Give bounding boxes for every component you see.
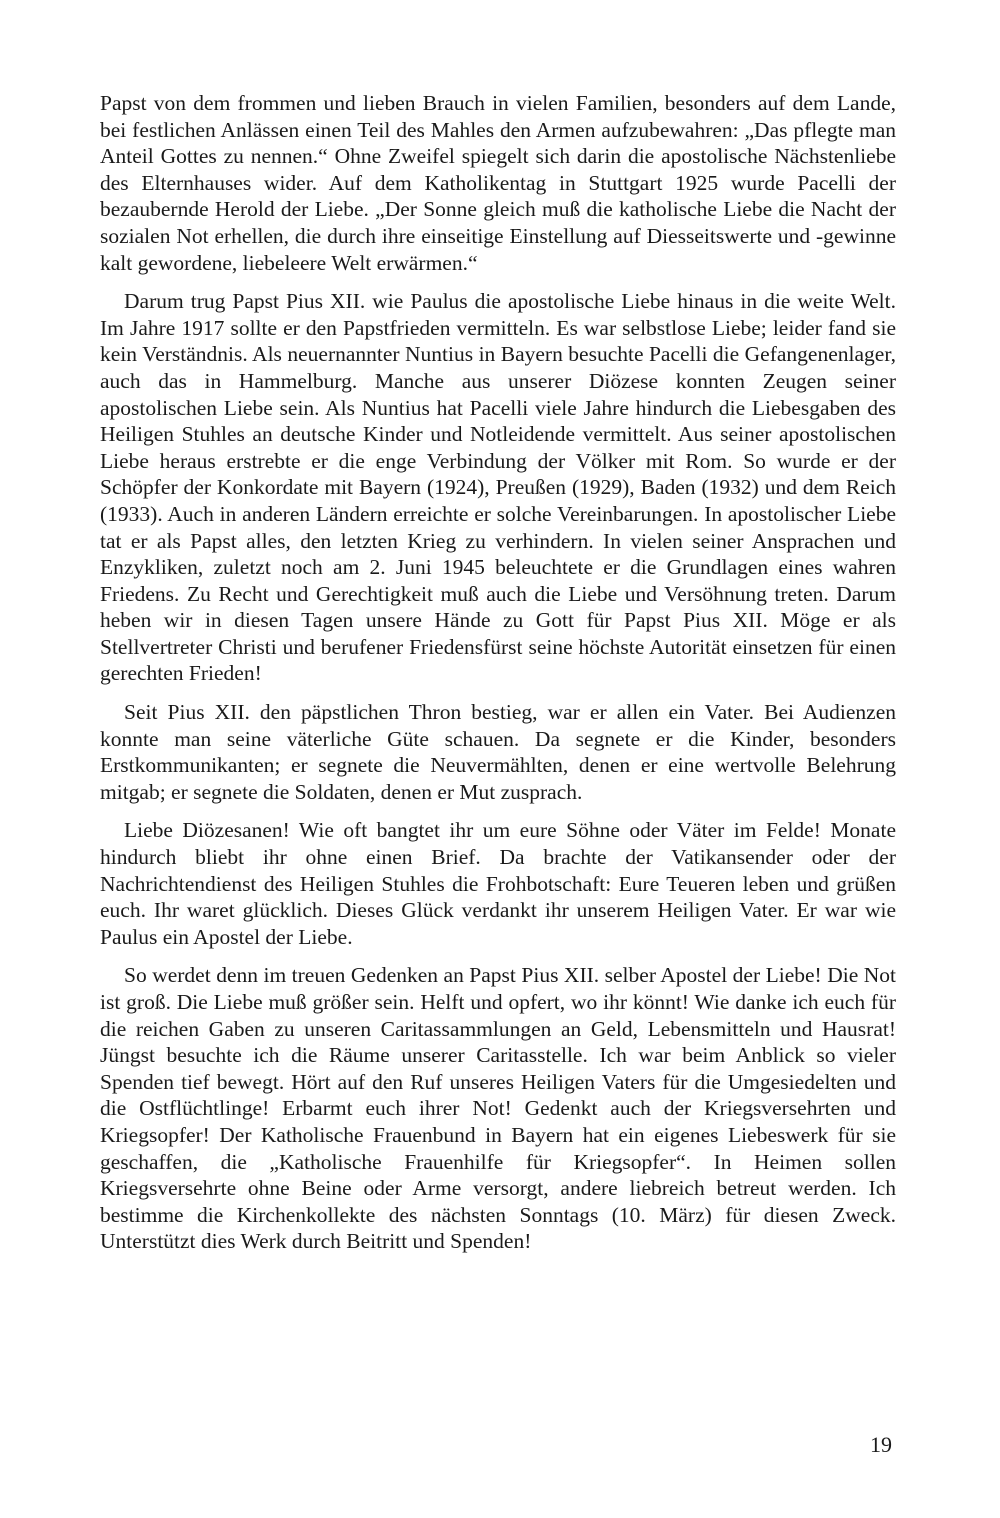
paragraph-3: Seit Pius XII. den päpstlichen Thron bestieg, war er allen ein Vater. Bei Audienzen konnte man seine väterliche Güte schauen. Da segnete er die Kinder, besonders Erstkommunikanten; er segnete die Neuvermählten, denen er eine wertvolle Belehrung mitgab; er segnete die Soldaten, denen er Mut zusprach. (100, 700, 896, 804)
paragraph-2: Darum trug Papst Pius XII. wie Paulus die apostolische Liebe hinaus in die weite Welt. Im Jahre 1917 sollte er den Papstfrieden vermitteln. Es war selbstlose Liebe; leider fand sie kein Verständnis. Als neuernannter Nuntius in Bayern besuchte Pacelli die Gefangenenlager, auch das in Hammelburg. Manche aus unserer Diözese konnten Zeugen seiner apostolischen Liebe sein. Als Nuntius hat Pacelli viele Jahre hindurch die Liebesgaben des Heiligen Stuhles an deutsche Kinder und Notleidende vermittelt. Aus seiner apostolischen Liebe heraus erstrebte er die enge Verbindung der Völker mit Rom. So wurde er der Schöpfer der Konkordate mit Bayern (1924), Preußen (1929), Baden (1932) und dem Reich (1933). Auch in anderen Ländern erreichte er solche Vereinbarungen. In apostolischer Liebe tat er als Papst alles, den letzten Krieg zu verhindern. In vielen seiner Ansprachen und Enzykliken, zuletzt noch am 2. Juni 1945 beleuchtete er die Grundlagen eines wahren Friedens. Zu Recht und Gerechtigkeit muß auch die Liebe und Versöhnung treten. Darum heben wir in diesen Tagen unsere Hände zu Gott für Papst Pius XII. Möge er als Stellvertreter Christi und berufener Friedensfürst seine höchste Autorität einsetzen für einen gerechten Frieden! (100, 289, 896, 686)
paragraph-1: Papst von dem frommen und lieben Brauch in vielen Familien, besonders auf dem Lande, bei festlichen Anlässen einen Teil des Mahles den Armen aufzubewahren: „Das pflegte man Anteil Gottes zu nennen.“ Ohne Zweifel spiegelt sich darin die apostolische Nächstenliebe des Elternhauses wider. Auf dem Katholikentag in Stuttgart 1925 wurde Pacelli der bezaubernde Herold der Liebe. „Der Sonne gleich muß die katholische Liebe die Nacht der sozialen Not erhellen, die durch ihre einseitige Einstellung auf Diesseitswerte und -gewinne kalt gewordene, liebeleere Welt erwärmen.“ (100, 91, 896, 275)
paragraph-5: So werdet denn im treuen Gedenken an Papst Pius XII. selber Apostel der Liebe! Die Not ist groß. Die Liebe muß größer sein. Helft und opfert, wo ihr könnt! Wie danke ich euch für die reichen Gaben zu unseren Caritassammlungen an Geld, Lebensmitteln und Hausrat! Jüngst besuchte ich die Räume unserer Caritasstelle. Ich war beim Anblick so vieler Spenden tief bewegt. Hört auf den Ruf unseres Heiligen Vaters für die Umgesiedelten und die Ostflüchtlinge! Erbarmt euch ihrer Not! Gedenkt auch der Kriegsversehrten und Kriegsopfer! Der Katholische Frauenbund in Bayern hat ein eigenes Liebeswerk für sie geschaffen, die „Katholische Frauenhilfe für Kriegsopfer“. In Heimen sollen Kriegsversehrte ohne Beine oder Arme versorgt, andere liebreich betreut werden. Ich bestimme die Kirchenkollekte des nächsten Sonntags (10. März) für diesen Zweck. Unterstützt dies Werk durch Beitritt und Spenden! (100, 963, 896, 1254)
paragraph-4: Liebe Diözesanen! Wie oft bangtet ihr um eure Söhne oder Väter im Felde! Monate hindurch bliebt ihr ohne einen Brief. Da brachte der Vatikansender oder der Nachrichtendienst des Heiligen Stuhles die Frohbotschaft: Eure Teueren leben und grüßen euch. Ihr waret glücklich. Dieses Glück verdankt ihr unserem Heiligen Vater. Er war wie Paulus ein Apostel der Liebe. (100, 818, 896, 949)
page-number: 19 (870, 1432, 892, 1457)
page-body (100, 90, 896, 1267)
